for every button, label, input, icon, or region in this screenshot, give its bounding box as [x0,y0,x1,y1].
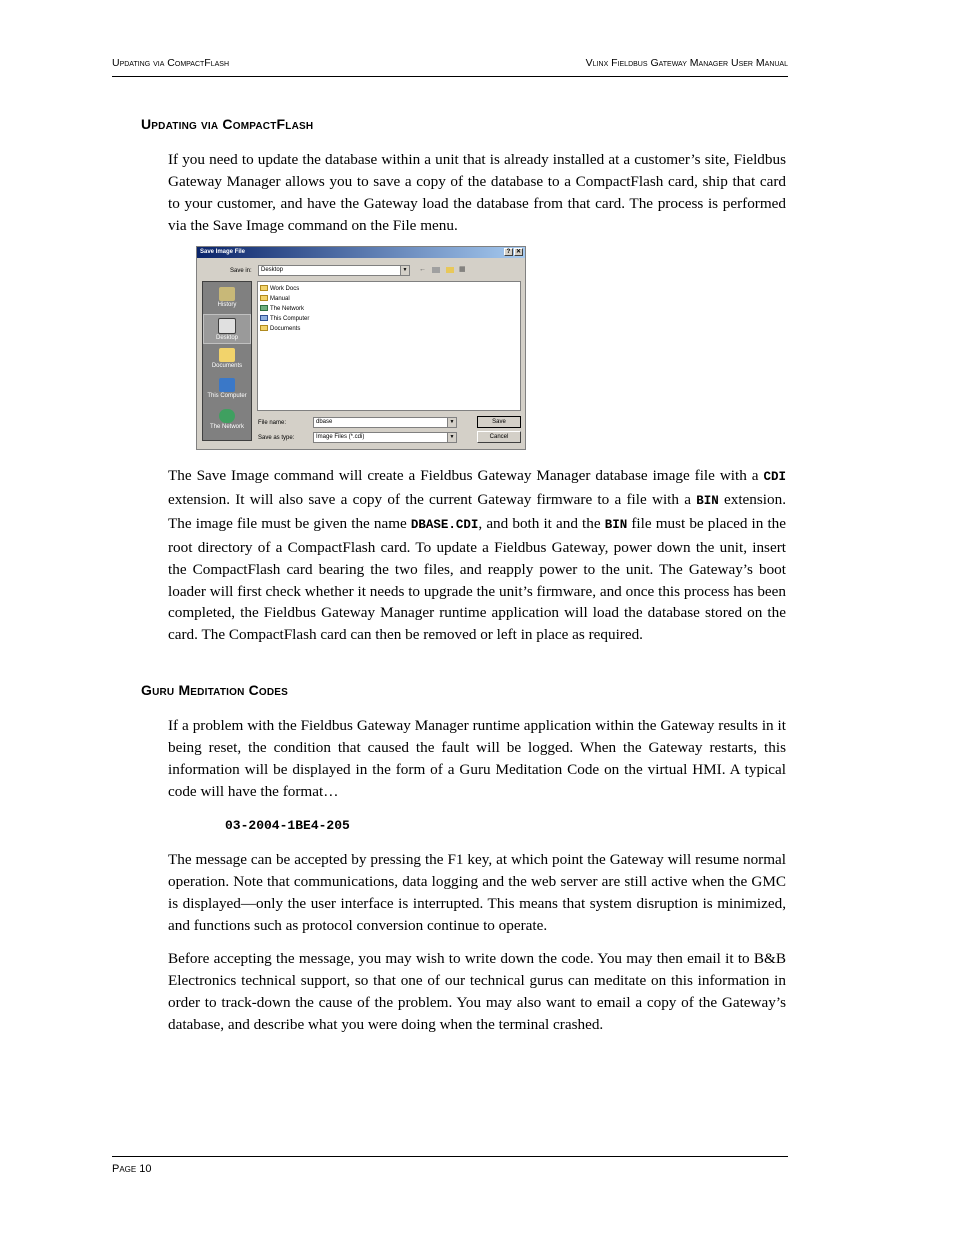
paragraph-save-image [168,465,786,646]
list-item[interactable] [260,324,300,334]
code-dbase: DBASE.CDI [410,517,479,532]
network-icon [260,305,268,311]
place-label: This Computer [207,393,247,399]
folder-icon [260,325,268,331]
guru-code-example: 03-2004-1BE4-205 [225,818,350,833]
text-run: The Save Image command will create a Fieldbus Gateway Manager database image file with a [168,467,764,484]
place-label: Desktop [215,335,238,341]
paragraph-intro: If you need to update the database within a unit that is already installed at a customer’s site, Fieldbus Gateway Manager allows you to save a copy of the database to a CompactFlash card, ship that card to your customer, and have the Gateway load the database from that card. The process is performed via the Save Image command on the File menu. [168,151,786,234]
save-as-type-select[interactable] [313,432,457,443]
page-header [112,55,788,77]
help-icon[interactable]: ? [504,248,513,256]
dialog-titlebar [197,247,525,258]
folder-icon [260,285,268,291]
file-name-value: dbase [316,419,333,425]
save-button[interactable]: Save [477,416,521,428]
new-folder-icon[interactable] [446,267,454,273]
place-documents[interactable] [203,345,251,375]
file-name-label: File name: [258,420,287,426]
paragraph-guru-intro: If a problem with the Fieldbus Gateway Manager runtime application within the Gateway results in it being reset, the condition that caused the fault will be logged. When the Gateway restarts, this information will be displayed in the form of a Guru Meditation Code on the virtual HMI. A typical code will have the format… [168,717,786,800]
page-footer [112,1156,788,1175]
places-bar [202,281,252,441]
page-number: Page 10 [112,1163,152,1175]
cancel-button[interactable]: Cancel [477,431,521,443]
file-name: The Network [270,306,305,312]
code-bin: BIN [604,517,628,532]
place-label: The Network [209,424,244,430]
place-the-network[interactable] [203,406,251,436]
section-title-guru: Guru Meditation Codes [141,682,289,698]
folder-icon [219,348,235,362]
file-name: This Computer [270,316,310,322]
section-title-compactflash: Updating via CompactFlash [141,116,314,132]
network-icon [219,409,235,423]
place-label: Documents [211,363,243,369]
text-run: extension. It will also save a copy of the current Gateway firmware to a file with a [168,490,697,508]
list-item[interactable] [260,284,299,294]
dialog-title: Save Image File [200,249,246,255]
file-name: Work Docs [270,286,300,292]
paragraph-f1-accept: The message can be accepted by pressing the F1 key, at which point the Gateway will resume normal operation. Note that communications, data logging and the web server are still active when the GMC is displayed—only the user interface is interrupted. This means that system disruption is minimized, and functions such as protocol conversion continue to operate. [168,851,786,934]
history-icon [219,287,235,301]
chevron-down-icon[interactable]: ▼ [447,418,456,427]
file-list[interactable] [257,281,521,411]
text-run: , and both it and the [478,514,605,532]
up-folder-icon[interactable] [432,267,440,273]
back-icon[interactable]: ← [419,266,426,273]
place-desktop[interactable] [203,314,251,344]
text-run: extension. The image file must be given the name [168,490,786,532]
list-item[interactable] [260,314,309,324]
desktop-icon [218,318,236,334]
view-menu-icon[interactable]: ▦ [459,266,466,273]
save-as-type-label: Save as type: [258,435,295,441]
save-as-type-value: Image Files (*.cdi) [316,434,365,440]
list-item[interactable] [260,304,304,314]
chevron-down-icon[interactable]: ▼ [400,266,409,275]
list-item[interactable] [260,294,290,304]
code-bin: BIN [696,493,719,508]
save-in-label: Save in: [230,268,252,274]
computer-icon [260,315,268,321]
save-in-value: Desktop [261,267,284,273]
file-name-input[interactable] [313,417,457,428]
place-history[interactable] [203,284,251,314]
paragraph-email-support: Before accepting the message, you may wish to write down the code. You may then email it to B&B Electronics technical support, so that one of our technical gurus can meditate on this information in order to track-down the cause of the problem. You may also want to email a copy of the Gateway’s database, and describe what you were doing when the terminal crashed. [168,950,786,1033]
close-icon[interactable]: ✕ [515,249,522,255]
header-left: Updating via CompactFlash [112,57,230,69]
text-run: file must be placed in the root directory of a CompactFlash card. To update a Fieldbus Gateway, power down the unit, insert the CompactFlash card bearing the two files, and reapply power to the unit. The Gateway’s boot loader will first check whether it needs to upgrade the unit’s firmware, and once this process has been completed, the Fieldbus Gateway Manager runtime application will load the database stored on the card. The CompactFlash card can then be removed or left in place as required. [168,514,786,644]
place-this-computer[interactable] [203,375,251,405]
place-label: History [217,302,237,308]
file-name: Manual [270,296,290,302]
header-right: Vlinx Fieldbus Gateway Manager User Manual [585,57,788,69]
file-name: Documents [270,326,301,332]
computer-icon [219,378,235,392]
folder-icon [260,295,268,301]
save-image-dialog [196,246,526,450]
chevron-down-icon[interactable]: ▼ [447,433,456,442]
code-cdi: CDI [763,470,786,484]
save-in-select[interactable] [258,265,410,276]
